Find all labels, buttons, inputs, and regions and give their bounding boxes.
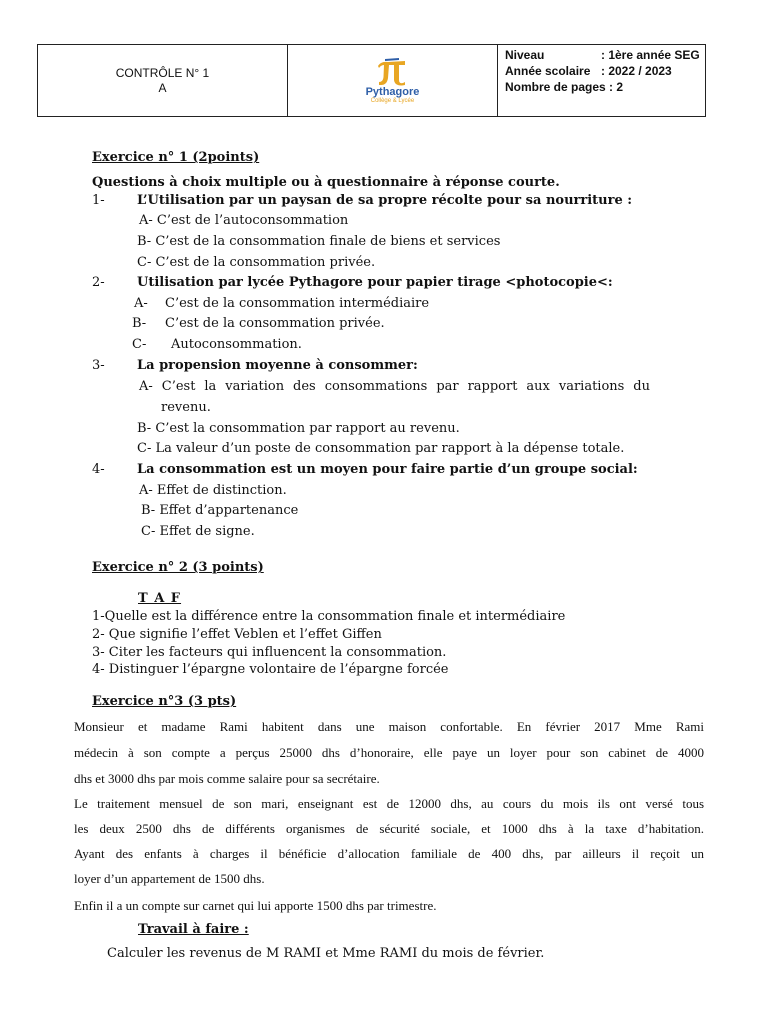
q1-option-a: A- C’est de l’autoconsommation (139, 213, 349, 228)
annee-row (505, 63, 705, 79)
q1-option-b: B- C’est de la consommation finale de biens et services (137, 234, 501, 249)
ex3-para3: Enfin il a un compte sur carnet qui lui apporte 1500 dhs par trimestre. (74, 898, 437, 913)
q2-number: 2- (92, 275, 105, 290)
q4-option-c: C- Effet de signe. (141, 524, 255, 539)
q1-number: 1- (92, 193, 105, 208)
q2-option-b-letter: B- (132, 316, 147, 331)
pi-logo-icon (375, 56, 409, 86)
q3-option-c: C- La valeur d’un poste de consommation par rapport à la dépense totale. (137, 441, 625, 456)
q2-text: Utilisation par lycée Pythagore pour papier tirage <photocopie<: (137, 275, 613, 290)
ex3-para2-line3: Ayant des enfants à charges il bénéficie d’allocation familiale de 400 dhs, par ailleurs il reçoit un (74, 846, 704, 861)
ex2-question-1: 1-Quelle est la différence entre la consommation finale et intermédiaire (92, 609, 566, 624)
q4-option-b: B- Effet d’appartenance (141, 503, 299, 518)
q2-option-a-letter: A- (134, 296, 148, 311)
header-logo-cell (288, 45, 498, 116)
ex3-para2-line1: Le traitement mensuel de son mari, enseignant est de 12000 dhs, au cours du mois ils ont versé tous (74, 796, 704, 811)
ex2-title: Exercice n° 2 (3 points) (92, 560, 264, 575)
q4-number: 4- (92, 462, 105, 477)
q2-option-a: C’est de la consommation intermédiaire (165, 296, 430, 311)
q4-option-a: A- Effet de distinction. (139, 483, 287, 498)
q3-option-a-line1: A- C’est la variation des consommations par rapport aux variations du (139, 379, 650, 394)
ex3-work-text: Calculer les revenus de M RAMI et Mme RAMI du mois de février. (107, 946, 545, 961)
ex1-intro: Questions à choix multiple ou à questionnaire à réponse courte. (92, 175, 560, 190)
ex3-title: Exercice n°3 (3 pts) (92, 694, 237, 709)
header-version: A (158, 80, 167, 95)
annee-value: : 2022 / 2023 (601, 64, 672, 78)
header-title: CONTRÔLE N° 1 (115, 65, 210, 80)
ex3-para2-line2: les deux 2500 dhs de différents organismes de sécurité sociale, et 1000 dhs à la taxe d’habitation. (74, 821, 704, 836)
niveau-label: Niveau (505, 48, 545, 62)
q3-option-b: B- C’est la consommation par rapport au revenu. (137, 421, 460, 436)
q3-number: 3- (92, 358, 105, 373)
ex3-para1-line2: médecin à son compte a perçus 25000 dhs d’honoraire, elle paye un loyer pour son cabinet de 4000 (74, 745, 704, 760)
niveau-row (505, 47, 705, 63)
ex3-para2-line4: loyer d’un appartement de 1500 dhs. (74, 871, 265, 886)
q2-option-c: Autoconsommation. (171, 337, 302, 352)
ex3-para1-line1: Monsieur et madame Rami habitent dans une maison confortable. En février 2017 Mme Rami (74, 719, 704, 734)
ex3-work-title: Travail à faire : (138, 922, 249, 937)
header-table (37, 44, 706, 117)
niveau-value: : 1ère année SEG (601, 48, 700, 62)
ex2-taf: T A F (138, 591, 182, 606)
annee-label: Année scolaire (505, 64, 591, 78)
q2-option-b: C’est de la consommation privée. (165, 316, 385, 331)
ex2-question-4: 4- Distinguer l’épargne volontaire de l’épargne forcée (92, 662, 449, 677)
pages-row (505, 79, 705, 95)
header-title-cell (38, 45, 288, 116)
ex1-title: Exercice n° 1 (2points) (92, 150, 260, 165)
q3-text: La propension moyenne à consommer: (137, 358, 418, 373)
ex2-question-2: 2- Que signifie l’effet Veblen et l’effet Giffen (92, 627, 382, 642)
q2-option-c-letter: C- (132, 337, 147, 352)
logo-subtitle: Collège & Lycée (370, 98, 415, 104)
q1-text: L’Utilisation par un paysan de sa propre récolte pour sa nourriture : (137, 193, 633, 208)
logo-name: Pythagore (365, 86, 420, 98)
pythagore-logo (366, 56, 420, 105)
ex2-question-3: 3- Citer les facteurs qui influencent la consommation. (92, 645, 447, 660)
pages-label: Nombre de pages : 2 (505, 80, 624, 94)
ex3-para1-line3: dhs et 3000 dhs par mois comme salaire pour sa secrétaire. (74, 771, 380, 786)
q3-option-a-line2: revenu. (161, 400, 211, 415)
q1-option-c: C- C’est de la consommation privée. (137, 255, 376, 270)
q4-text: La consommation est un moyen pour faire partie d’un groupe social: (137, 462, 638, 477)
header-info-cell (498, 45, 705, 116)
